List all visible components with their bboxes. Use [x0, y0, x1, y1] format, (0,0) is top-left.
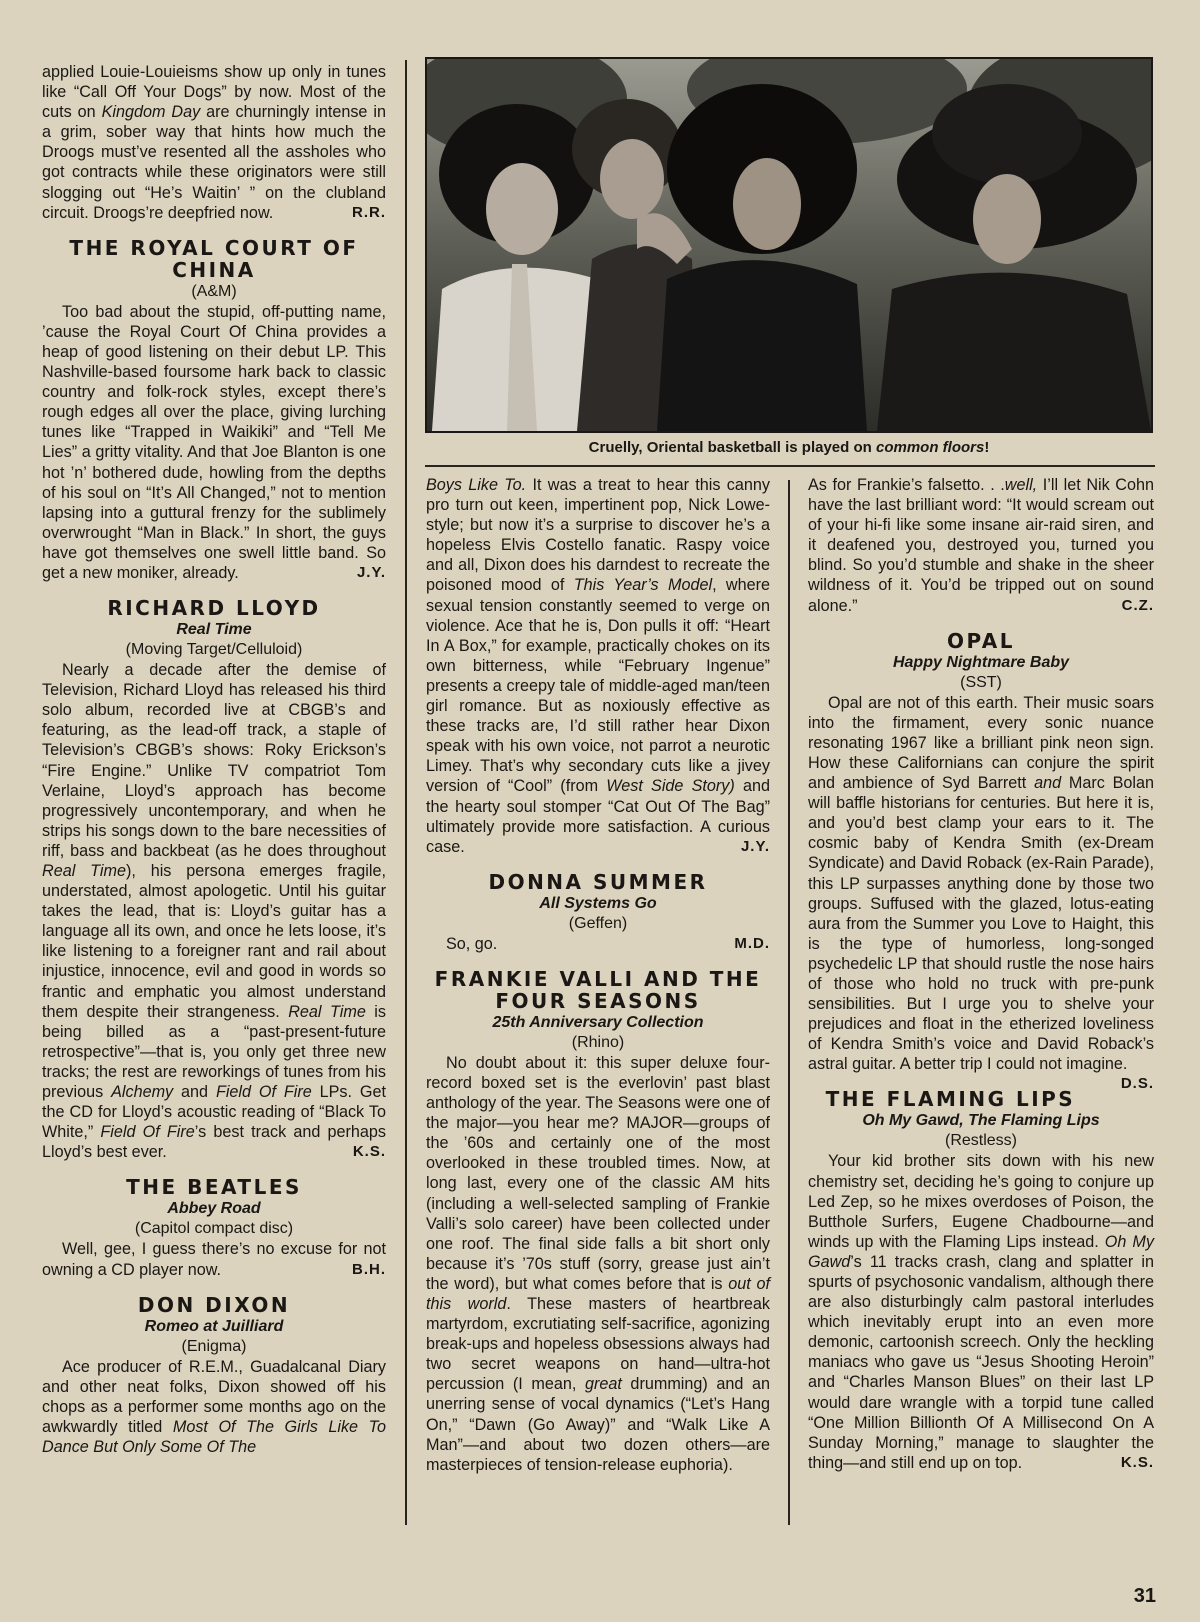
review-title-flaming-lips: THE FLAMING LIPS [825, 1087, 1076, 1112]
record-label: (SST) [960, 673, 1002, 691]
reviewer-initials: M.D. [734, 934, 770, 952]
review-title-beatles: THE BEATLES [126, 1175, 302, 1200]
album-title: Oh My Gawd, The Flaming Lips [862, 1112, 1100, 1130]
review-body: Too bad about the stupid, off-putting name, ’cause the Royal Court Of China provides a heap of good listening on their debut LP. This Nashville-based foursome hark back to classic country and folk-rock styles, except there’s rough edges all over the place, giving lurching tunes like “Trapped in Waikiki” and “Tell Me Lies” a gritty vitality. And that Joe Blanton is one hot ’n’ bothered dude, howling from the depths of his soul on “It’s All Changed,” not to mention lapsing into a guttural frenzy for the sublimely overwrought “Man in Black.” In short, the guys have got themselves one swell little band. So get a new moniker, already. J.Y. [42, 302, 386, 582]
page-number: 31 [1133, 1585, 1156, 1607]
reviewer-initials: C.Z. [1121, 596, 1154, 614]
review-title-royal-court: THE ROYAL COURT OF CHINA [69, 235, 359, 282]
review-body: Your kid brother sits down with his new chemistry set, deciding he’s going to conjure up Led Zep, so he mixes overdoses of Poison, the Butthole Surfers, Eugene Chadbourne—and winds up with the Flaming Lips instead. Oh My Gawd’s 11 tracks crash, clang and splatter in spurts of psychosonic vandalism, although there are also disturbingly calm pastoral interludes which inevitably erupt into an even more demonic, cartoonish screech. Only the heckling maniacs who gave us “Jesus Shooting Heroin” and “Charles Manson Blues” on their last LP would dare wrangle with a torpid tune called “One Million Billionth Of A Millisecond On A Sunday Morning,” manage to slaughter the thing—and still end up on top. K.S. [808, 1152, 1154, 1472]
column-divider [788, 480, 790, 1525]
album-title: Happy Nightmare Baby [892, 653, 1070, 671]
album-title: 25th Anniversary Collection [492, 1013, 704, 1031]
reviewer-initials: D.S. [1120, 1075, 1154, 1093]
record-label: (Restless) [944, 1132, 1017, 1150]
review-title-donna-summer: DONNA SUMMER [488, 869, 708, 894]
column-middle [426, 475, 770, 1475]
column-left [42, 62, 386, 1457]
record-label: (Moving Target/Celluloid) [125, 641, 303, 659]
record-label: (A&M) [191, 282, 237, 300]
record-label: (Rhino) [571, 1033, 625, 1051]
review-title-opal: OPAL [946, 628, 1016, 653]
review-body: Nearly a decade after the demise of Television, Richard Lloyd has released his third solo album, recorded live at CBGB’s and featuring, as the lead-off track, a staple of Television’s CBGB’s shows: Roky Erickson’s “Fire Engine.” Unlike TV compatriot Tom Verlaine, Lloyd’s approach has become progressively uncontemporary, and when he strips his songs down to the bare necessities of riff, bass and backbeat (as he does throughout Real Time), his persona emerges fragile, understated, almost apologetic. Until his guitar takes the lead, that is: Lloyd’s guitar has a language all its own, and once he lets loose, it’s like listening to a foreigner rant and rail about injustice, innocence, evil and good in words so frantic and emphatic you almost understand them despite their strangeness. Real Time is being billed as a “past-present-future retrospective”—that is, you only get three new tracks; the rest are reworkings of tunes from his previous Alchemy and Field Of Fire LPs. Get the CD for Lloyd’s acoustic reading of “Black To White,” Field Of Fire’s best track and perhaps Lloyd’s best ever. K.S. [42, 661, 386, 1162]
review-body: Opal are not of this earth. Their music soars into the firmament, every sonic nuance resonating 1967 like a brilliant pink neon sign. How these Californians can conjure the spirit and ambience of Syd Barrett and Marc Bolan will baffle historians for centuries. But here it is, and you’d best clamp your ears to it. The cosmic baby of Kendra Smith (ex-Dream Syndicate) and David Roback (ex-Rain Parade), this LP surpasses anything done by those two groups. Suffused with the glazed, lotus-eating aura from the Summer you Love to Haight, this is the type of humorless, long-songed psychedelic LP that should rustle the nose hairs of those who hold no truck with pre-punk sensibilities. But I urge you to shelve your prejudices and float in the etherized loveliness of Kendra Smith’s voice and David Roback’s astral guitar. A better trip I could not imagine. D.S. [808, 693, 1154, 1075]
review-body: So, go. M.D. [446, 934, 770, 953]
review-title-don-dixon: DON DIXON [137, 1292, 291, 1317]
review-title-frankie-valli: FRANKIE VALLI AND THE FOUR SEASONS [434, 966, 762, 1013]
column-right [808, 475, 1154, 1473]
album-title: Abbey Road [167, 1200, 261, 1218]
reviewer-initials: R.R. [352, 203, 386, 221]
album-title: Real Time [176, 621, 252, 639]
review-body: Ace producer of R.E.M., Guadalcanal Diary and other neat folks, Dixon showed off his chops as a performer some months ago on the awkwardly titled Most Of The Girls Like To Dance But Only Some Of The [42, 1357, 386, 1456]
photo-caption: Cruelly, Oriental basketball is played on common floors! [588, 439, 990, 456]
band-photo [425, 57, 1153, 433]
reviewer-initials: K.S. [1120, 1453, 1154, 1471]
review-title-richard-lloyd: RICHARD LLOYD [107, 596, 321, 621]
record-label: (Geffen) [568, 914, 628, 932]
review-body: Well, gee, I guess there’s no excuse for not owning a CD player now. B.H. [42, 1240, 386, 1279]
column-divider [405, 60, 407, 1525]
reviewer-initials: J.Y. [356, 563, 386, 581]
review-body: No doubt about it: this super deluxe four-record boxed set is the everlovin’ past blast anthology of the year. The Seasons were one of the major—you hear me? MAJOR—groups of the ’60s and certainly one of the most overlooked in these troubled times. Now, at long last, every one of the classic AM hits (including a well-selected sampling of Frankie Valli’s solo career) have been collected under one roof. The final side falls a bit short only because it’s ’70s stuff (sorry, grease just ain’t the word), but what comes before that is out of this world. These masters of heartbreak martyrdom, excrutiating self-sacrifice, agonizing break-ups and hopeless obsessions always had two secret weapons on hand—ultra-hot percussion (I mean, great drumming) and an unerring sense of vocal dynamics (“Let’s Hang On,” “Dawn (Go Away)” and “Walk Like A Man”—and about two dozen others—are masterpieces of tension-release euphoria). [426, 1053, 771, 1474]
album-title: All Systems Go [539, 894, 657, 912]
band-photo-image [427, 59, 1151, 431]
record-label: (Capitol compact disc) [134, 1220, 294, 1238]
reviewer-initials: B.H. [352, 1260, 386, 1278]
don-dixon-review-cont: Boys Like To. It was a treat to hear this canny pro turn out keen, impertinent pop, Nick Lowe-style; but now it’s a surprise to discover he’s a hopeless Elvis Costello fanatic. Raspy voice and all, Dixon does his darndest to recreate the poisoned mood of This Year’s Model, where sexual tension constantly seemed to verge on violence. Ace that he is, Don pulls it off: “Heart In A Box,” for example, practically chokes on its own bitterness, while “February Ingenue” presents a creepy tale of middle-aged man/teen girl romance. But as noxiously effective as these tracks are, I’d still rather hear Dixon speak with his own voice, not parrot a neurotic Limey. That’s why secondary cuts like a jivey version of “Cool” (from West Side Story) and the hearty soul stomper “Cat Out Of The Bag” ultimately provide more satisfaction. A curious case. J.Y. [426, 476, 771, 856]
record-label: (Enigma) [181, 1337, 247, 1355]
album-title: Romeo at Juilliard [144, 1317, 284, 1335]
caption-rule [425, 465, 1155, 467]
frankie-valli-review-cont: As for Frankie’s falsetto. . .well, I’ll let Nik Cohn have the last brilliant word: “It would scream out of your hi-fi like some insane air-raid siren, and it deafened you, destroyed you, turned you blind. So you’d stumble and shake in the sheer wildness of it. You’d be tripped out on sound alone.” C.Z. [808, 476, 1155, 615]
reviewer-initials: J.Y. [740, 837, 770, 855]
droogs-review-end: applied Louie-Louieisms show up only in tunes like “Call Off Your Dogs” by now. Most of the cuts on Kingdom Day are churningly intense in a grim, sober way that hints how much the Droogs must’ve resented all the assholes who got contracts while these originators were still slogging out “He’s Waitin’ ” on the clubland circuit. Droogs’re deepfried now. R.R. [42, 63, 386, 222]
reviewer-initials: K.S. [352, 1143, 386, 1161]
